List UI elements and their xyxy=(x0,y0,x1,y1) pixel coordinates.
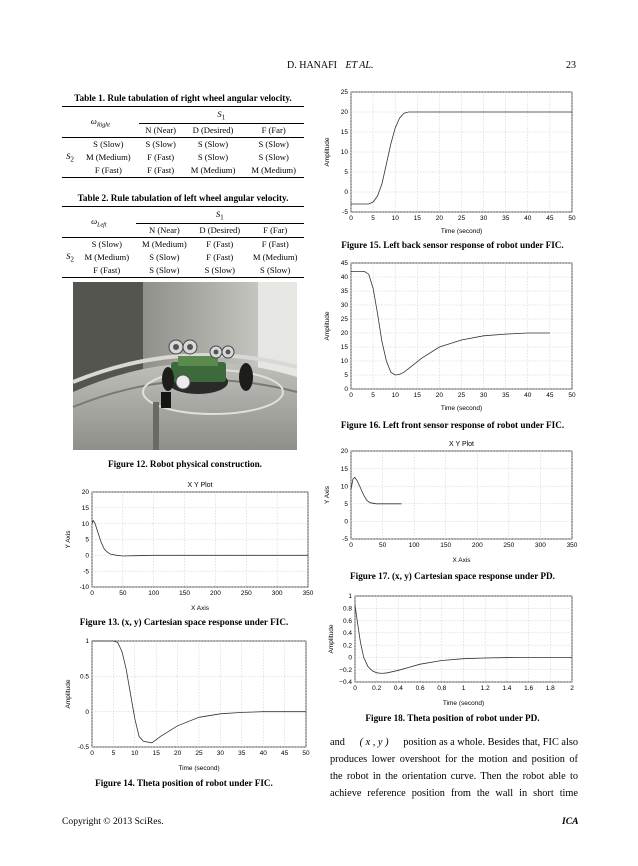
fig14-xtick-label: 0 xyxy=(90,750,94,757)
fig12-caption: Figure 12. Robot physical construction. xyxy=(108,459,262,469)
fig18-chart xyxy=(325,590,580,708)
body-math-xy: ( x , y ) xyxy=(359,737,389,748)
table2-cell: S (Slow) xyxy=(149,265,180,276)
table2-cell: S (Slow) xyxy=(204,265,235,276)
body-line: achieve reference position from the wall in short time xyxy=(330,788,578,799)
fig14-xtick-label: 50 xyxy=(302,750,310,757)
fig18-xtick-label: 1 xyxy=(461,685,466,692)
table1-row-label: M (Medium) xyxy=(86,152,131,163)
table1-cell: S (Slow) xyxy=(258,139,289,150)
fig13-xtick-label: 0 xyxy=(90,590,94,597)
body-text-segment: and xyxy=(330,737,345,748)
fig13-xtick-label: 200 xyxy=(209,590,221,597)
table2-cell: S (Slow) xyxy=(260,265,291,276)
fig17-xlabel: X Axis xyxy=(452,557,471,564)
fig13-ytick-label: -5 xyxy=(83,568,89,576)
fig18-xlabel: Time (second) xyxy=(442,700,485,707)
fig17-title: X Y Plot xyxy=(448,441,475,448)
fig15-ytick-label: -5 xyxy=(342,209,348,217)
table1-col: D (Desired) xyxy=(192,125,234,136)
fig18-ytick-label: 0.4 xyxy=(342,630,352,638)
fig18-xtick-label: 0.4 xyxy=(393,685,403,692)
fig17-xtick-label: 0 xyxy=(349,542,353,549)
fig15-xtick-label: 50 xyxy=(568,215,576,222)
table1-cell: S (Slow) xyxy=(197,139,229,150)
fig14-xtick-label: 40 xyxy=(259,750,267,757)
fig15-xtick-label: 30 xyxy=(479,215,488,222)
fig15-xtick-label: 45 xyxy=(546,215,554,222)
table2-row-label: F (Fast) xyxy=(93,265,121,276)
fig17-ytick-label: 0 xyxy=(344,518,348,526)
fig17-xtick-label: 50 xyxy=(378,542,387,549)
fig16-ytick-label: 40 xyxy=(340,274,348,282)
fig15-ytick-label: 5 xyxy=(344,169,348,177)
fig18-xtick-label: 2 xyxy=(570,685,574,692)
fig18-xtick-label: 1.6 xyxy=(524,685,534,692)
table2-cell: F (Fast) xyxy=(206,252,234,263)
fig18-xtick-label: 0.2 xyxy=(372,685,382,692)
table2-col: N (Near) xyxy=(148,225,180,236)
table1-top-rule xyxy=(62,106,304,107)
fig16-xtick-label: 20 xyxy=(435,392,444,399)
table2-top-rule xyxy=(62,206,304,207)
fig16-ytick-label: 10 xyxy=(340,358,348,366)
table2-caption: Table 2. Rule tabulation of left wheel angular velocity. xyxy=(77,193,289,203)
header-etal: ET AL. xyxy=(345,60,374,71)
table1-col: N (Near) xyxy=(145,125,177,136)
fig17-plot-frame xyxy=(351,451,572,539)
fig18-ytick-label: 1 xyxy=(348,593,352,601)
table2-cell: F (Fast) xyxy=(206,239,234,250)
table1-cell: S (Slow) xyxy=(145,139,176,150)
robot-photo xyxy=(73,282,297,450)
table1-corner: $\omega_{Right}$ xyxy=(90,116,110,129)
fig13-ytick-label: 5 xyxy=(85,536,89,544)
body-line: produces lower overshoot for the motion and position of xyxy=(330,754,578,765)
fig15-ytick-label: 0 xyxy=(344,189,348,197)
fig13-xtick-label: 100 xyxy=(148,590,160,597)
table2-cell: M (Medium) xyxy=(252,252,298,263)
fig17-ylabel: Y Axis xyxy=(324,486,331,504)
fig13-ytick-label: -10 xyxy=(79,584,89,592)
header-author: D. HANAFI xyxy=(287,60,337,71)
fig18-xtick-label: 1.4 xyxy=(502,685,512,692)
fig18-caption: Figure 18. Theta position of robot under PD. xyxy=(365,713,540,723)
fig17-caption: Figure 17. (x, y) Cartesian space response under PD. xyxy=(350,571,555,581)
table1-s2: $S_2$ xyxy=(66,150,74,164)
fig16-xtick-label: 45 xyxy=(546,392,554,399)
fig18-xtick-label: 0 xyxy=(353,685,357,692)
fig16-xtick-label: 50 xyxy=(568,392,576,399)
table1-cell: M (Medium) xyxy=(251,165,296,176)
fig16-xtick-label: 0 xyxy=(349,392,353,399)
fig14-ytick-label: 1 xyxy=(85,638,89,646)
fig15-xtick-label: 15 xyxy=(413,215,421,222)
fig18-ytick-label: 0.6 xyxy=(342,617,352,625)
fig16-ytick-label: 30 xyxy=(340,302,348,310)
footer-copyright: Copyright © 2013 SciRes. xyxy=(62,816,164,827)
fig16-xlabel: Time (second) xyxy=(440,405,483,412)
fig14-xtick-label: 30 xyxy=(216,750,225,757)
fig17-xtick-label: 100 xyxy=(408,542,420,549)
fig15-xtick-label: 0 xyxy=(349,215,353,222)
table2-row-label: S (Slow) xyxy=(91,239,122,250)
table1-caption: Table 1. Rule tabulation of right wheel angular velocity. xyxy=(74,93,292,103)
fig13-xtick-label: 350 xyxy=(302,590,314,597)
fig15-xtick-label: 25 xyxy=(457,215,466,222)
fig16-ytick-label: 5 xyxy=(344,372,348,380)
fig18-ytick-label: 0.8 xyxy=(342,605,352,613)
table2-cell: S (Slow) xyxy=(149,252,180,263)
table2-col: F (Far) xyxy=(263,225,288,236)
body-line: the robot in the orientation curve. Then the robot able to xyxy=(330,771,578,782)
fig13-ytick-label: 0 xyxy=(85,552,89,560)
fig14-xtick-label: 5 xyxy=(111,750,116,757)
fig17-xtick-label: 300 xyxy=(534,542,546,549)
fig16-xtick-label: 40 xyxy=(524,392,532,399)
fig13-xtick-label: 50 xyxy=(119,590,127,597)
fig18-ytick-label: 0.2 xyxy=(342,642,352,650)
fig17-chart xyxy=(325,437,580,565)
fig16-xtick-label: 35 xyxy=(502,392,510,399)
fig14-xtick-label: 45 xyxy=(280,750,289,757)
fig15-ylabel: Amplitude xyxy=(324,137,331,167)
fig13-xtick-label: 250 xyxy=(240,590,252,597)
table1-cell: F (Fast) xyxy=(147,152,175,163)
fig17-ytick-label: 20 xyxy=(340,448,348,456)
fig18-xtick-label: 1.8 xyxy=(545,685,555,692)
footer-journal: ICA xyxy=(562,816,579,827)
fig14-xtick-label: 20 xyxy=(173,750,182,757)
fig17-xtick-label: 200 xyxy=(471,542,483,549)
fig14-chart xyxy=(58,637,310,773)
fig16-xtick-label: 30 xyxy=(479,392,488,399)
fig13-ytick-label: 15 xyxy=(81,505,89,513)
table1 xyxy=(62,108,304,178)
table1-cell: S (Slow) xyxy=(197,152,229,163)
table1-cell: S (Slow) xyxy=(258,152,289,163)
table2 xyxy=(62,208,304,278)
table1-s1: $S_1$ xyxy=(217,109,226,122)
fig18-ytick-label: 0 xyxy=(348,654,352,662)
fig15-ytick-label: 25 xyxy=(340,89,348,97)
fig18-ytick-label: −0.4 xyxy=(339,679,352,687)
table2-s1: $S_1$ xyxy=(215,209,224,222)
fig16-caption: Figure 16. Left front sensor response of robot under FIC. xyxy=(340,420,565,430)
fig15-xlabel: Time (second) xyxy=(440,228,483,235)
fig13-ylabel: Y Axis xyxy=(65,530,72,549)
fig15-xtick-label: 20 xyxy=(435,215,444,222)
table1-row-label: F (Fast) xyxy=(94,165,122,176)
fig13-xtick-label: 300 xyxy=(271,590,283,597)
fig16-xtick-label: 25 xyxy=(457,392,466,399)
fig15-xtick-label: 40 xyxy=(524,215,532,222)
fig15-xtick-label: 10 xyxy=(391,215,399,222)
table2-corner: $\omega_{Left}$ xyxy=(91,216,107,229)
page-number: 23 xyxy=(566,60,576,71)
fig15-chart xyxy=(325,88,580,236)
fig17-xtick-label: 350 xyxy=(566,542,578,549)
fig17-ytick-label: -5 xyxy=(342,536,348,544)
fig17-xtick-label: 250 xyxy=(503,542,515,549)
fig14-xtick-label: 10 xyxy=(131,750,139,757)
body-text-segment: position as a whole. Besides that, FIC also xyxy=(403,737,578,748)
fig14-caption: Figure 14. Theta position of robot under FIC. xyxy=(95,778,273,788)
fig13-ytick-label: 10 xyxy=(81,520,89,528)
fig18-xtick-label: 0.8 xyxy=(437,685,447,692)
fig14-xtick-label: 35 xyxy=(238,750,246,757)
table2-col: D (Desired) xyxy=(199,225,241,236)
fig16-ytick-label: 45 xyxy=(340,260,348,268)
fig13-caption: Figure 13. (x, y) Cartesian space response under FIC. xyxy=(79,617,289,627)
fig17-ytick-label: 5 xyxy=(344,501,348,508)
fig14-xtick-label: 25 xyxy=(195,750,203,757)
fig17-ytick-label: 15 xyxy=(340,465,348,473)
table1-row-label: S (Slow) xyxy=(93,139,124,150)
fig14-ylabel: Amplitude xyxy=(65,679,72,709)
table2-row-label: M (Medium) xyxy=(84,252,130,263)
table1-cell: M (Medium) xyxy=(190,165,236,176)
fig13-ytick-label: 20 xyxy=(81,489,89,497)
fig16-ylabel: Amplitude xyxy=(324,311,331,341)
fig13-title: X Y Plot xyxy=(187,482,213,489)
fig16-xtick-label: 10 xyxy=(391,392,399,399)
fig16-ytick-label: 20 xyxy=(340,330,348,338)
fig18-xtick-label: 0.6 xyxy=(415,685,425,692)
fig16-ytick-label: 0 xyxy=(344,386,348,394)
fig14-ytick-label: 0 xyxy=(85,708,89,716)
fig15-xtick-label: 35 xyxy=(502,215,510,222)
fig16-xtick-label: 15 xyxy=(413,392,421,399)
fig16-ytick-label: 35 xyxy=(340,288,348,296)
fig14-xtick-label: 15 xyxy=(152,750,160,757)
fig16-chart xyxy=(325,259,580,413)
table2-s2: $S_2$ xyxy=(66,250,74,264)
fig16-ytick-label: 25 xyxy=(340,316,348,324)
table2-cell: M (Medium) xyxy=(142,239,187,250)
fig17-xtick-label: 150 xyxy=(440,542,452,549)
fig16-xtick-label: 5 xyxy=(371,392,375,399)
fig15-ytick-label: 20 xyxy=(340,109,348,117)
fig14-xlabel: Time (second) xyxy=(178,765,220,772)
fig15-caption: Figure 15. Left back sensor response of robot under FIC. xyxy=(341,240,564,250)
table2-cell: F (Fast) xyxy=(261,239,289,250)
fig15-ytick-label: 10 xyxy=(340,149,348,157)
running-header xyxy=(287,60,373,71)
table1-cell: F (Fast) xyxy=(147,165,175,176)
fig15-ytick-label: 15 xyxy=(340,129,348,137)
fig16-ytick-label: 15 xyxy=(340,344,348,352)
fig17-ytick-label: 10 xyxy=(340,483,348,491)
fig18-xtick-label: 1.2 xyxy=(480,685,490,692)
body-paragraph xyxy=(330,734,578,802)
fig18-ytick-label: −0.2 xyxy=(339,666,352,674)
fig14-ytick-label: -0.5 xyxy=(77,744,89,752)
table1-col: F (Far) xyxy=(261,125,286,136)
fig18-ylabel: Amplitude xyxy=(328,624,335,654)
fig15-xtick-label: 5 xyxy=(371,215,375,222)
fig13-chart xyxy=(58,478,314,613)
fig13-xlabel: X Axis xyxy=(190,605,210,612)
fig14-ytick-label: 0.5 xyxy=(79,673,89,681)
fig13-xtick-label: 150 xyxy=(179,590,191,597)
